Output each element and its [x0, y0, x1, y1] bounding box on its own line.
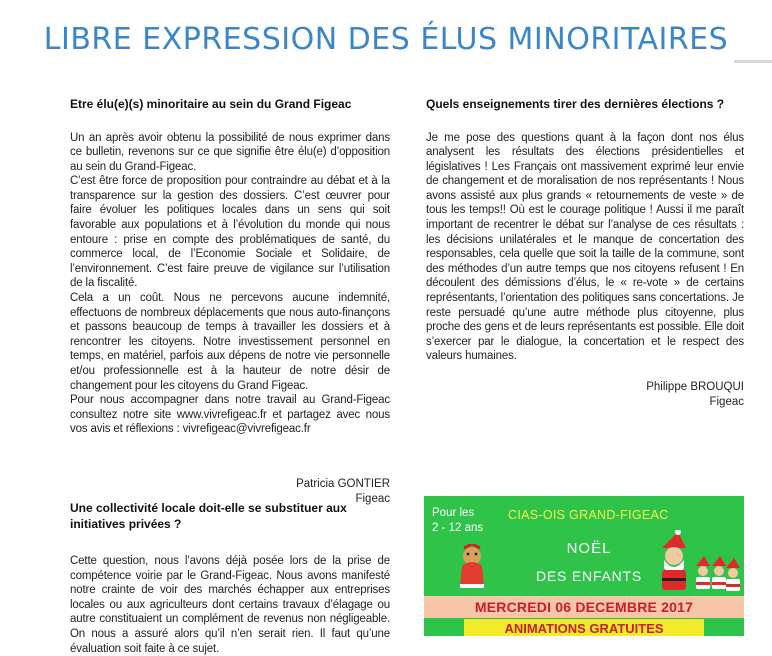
article-paragraph: Pour nous accompagner dans notre travail au Grand-Figeac consultez notre site www.vivrefigeac.fr et partagez avec nous vos avis et réflexions : vivrefigeac@vivrefigeac.fr: [70, 394, 390, 436]
poster-activities-band: [464, 619, 704, 636]
article-paragraph: Cela a un coût. Nous ne percevons aucune indemnité, effectuons de nombreux déplacements que nous auto-finançons et passons beaucoup de temps à travailler les dossiers et à rencontrer les citoyens. Notre investissement personnel en temps, en matériel, parfois aux dépens de notre vie personnelle et/ou professionnelle est à la hauteur de notre désir de changement pour les citoyens du Grand Figeac.: [70, 292, 390, 392]
author-place: Figeac: [709, 396, 744, 408]
noel-poster: [424, 496, 744, 636]
poster-date-band: [424, 596, 744, 618]
poster-title-noel: NOËL: [566, 540, 612, 557]
article-elus-minoritaires: [70, 97, 390, 507]
article-paragraph: C’est être force de proposition pour contraindre au débat et à la transparence sur la gestion des dossiers. C’est œuvrer pour faire évoluer les politiques locales dans un sens qui soit favorable aux populations et à l’évolution du monde qui nous entoure : prise en compte des problématiques de santé, du commerce local, de l’Economie Sociale et Solidaire, de l’environnement. C’est faire preuve de vigilance sur l’utilisation de la fiscalité.: [70, 175, 390, 290]
article-paragraph: Je me pose des questions quant à la façon dont nos élus analysent les résultats des élections présidentielles et législatives ! Les Français ont massivement exprimé leur envie de changement et de moralisation de nos représentants ! Nous avons assisté aux plus grands « retournements de veste » de tous les temps!! Où est le courage politique ! Aussi il me paraît important de recentrer le débat sur l’analyse de ces résultats : les décisions unilatérales et le manque de concertation des responsables, cela quelle que soit la taille de la commune, sont des méthodes d’un autre temps que nos citoyens refusent ! En découlent des démissions d’élus, le « re-vote » de certains représentants, l’orientation des politiques sans concertations. Je reste persuadé qu’une autre méthode plus citoyenne, plus proche des gens et de leurs représentants est possible. Elle doit s’exercer par le dialogue, la concertation et le respect des valeurs humaines.: [426, 131, 744, 363]
santa-group-icon: [656, 530, 742, 596]
poster-activities: ANIMATIONS GRATUITES: [504, 621, 664, 636]
poster-age-range: [432, 506, 483, 536]
article-title: Une collectivité locale doit-elle se substituer aux initiatives privées ?: [70, 501, 347, 531]
article-title: Quels enseignements tirer des dernières élections ?: [426, 97, 725, 111]
author-name: Philippe BROUQUI: [646, 381, 744, 393]
article-paragraph: Cette question, nous l’avons déjà posée lors de la prise de compétence voirie par le Grand-Figeac. Nous avons manifesté notre crainte de voir des marchés échapper aux entreprises locales ou aux agriculteurs dont certains travaux d’élagage ou autre constituaient un complément de revenus non négligeable. On nous a assuré alors qu’il n’en serait rien. Il faut qu’une évaluation soit faite à ce sujet.: [70, 555, 390, 655]
santa-bell-icon: [454, 544, 490, 592]
poster-title-enfants: DES ENFANTS: [535, 568, 643, 584]
article-title: Etre élu(e)(s) minoritaire au sein du Grand Figeac: [70, 97, 352, 111]
header-rule: [734, 60, 772, 63]
author-name: Patricia GONTIER: [296, 477, 390, 490]
poster-age-line: Pour les: [432, 507, 475, 519]
poster-age-line: 2 - 12 ans: [432, 522, 484, 534]
article-collectivite-locale: [70, 501, 390, 656]
article-dernieres-elections: [426, 97, 744, 410]
poster-date: MERCREDI 06 DECEMBRE 2017: [474, 599, 694, 615]
author-place: Figeac: [355, 492, 390, 505]
page-title: LIBRE EXPRESSION DES ÉLUS MINORITAIRES: [43, 22, 729, 57]
article-paragraph: Un an après avoir obtenu la possibilité de nous exprimer dans ce bulletin, revenons sur ce que signifie être élu(e) d’opposition au sein du Grand-Figeac.: [70, 131, 390, 173]
poster-organizer: CIAS-OIS GRAND-FIGEAC: [508, 508, 669, 522]
article-signature: [426, 380, 744, 410]
